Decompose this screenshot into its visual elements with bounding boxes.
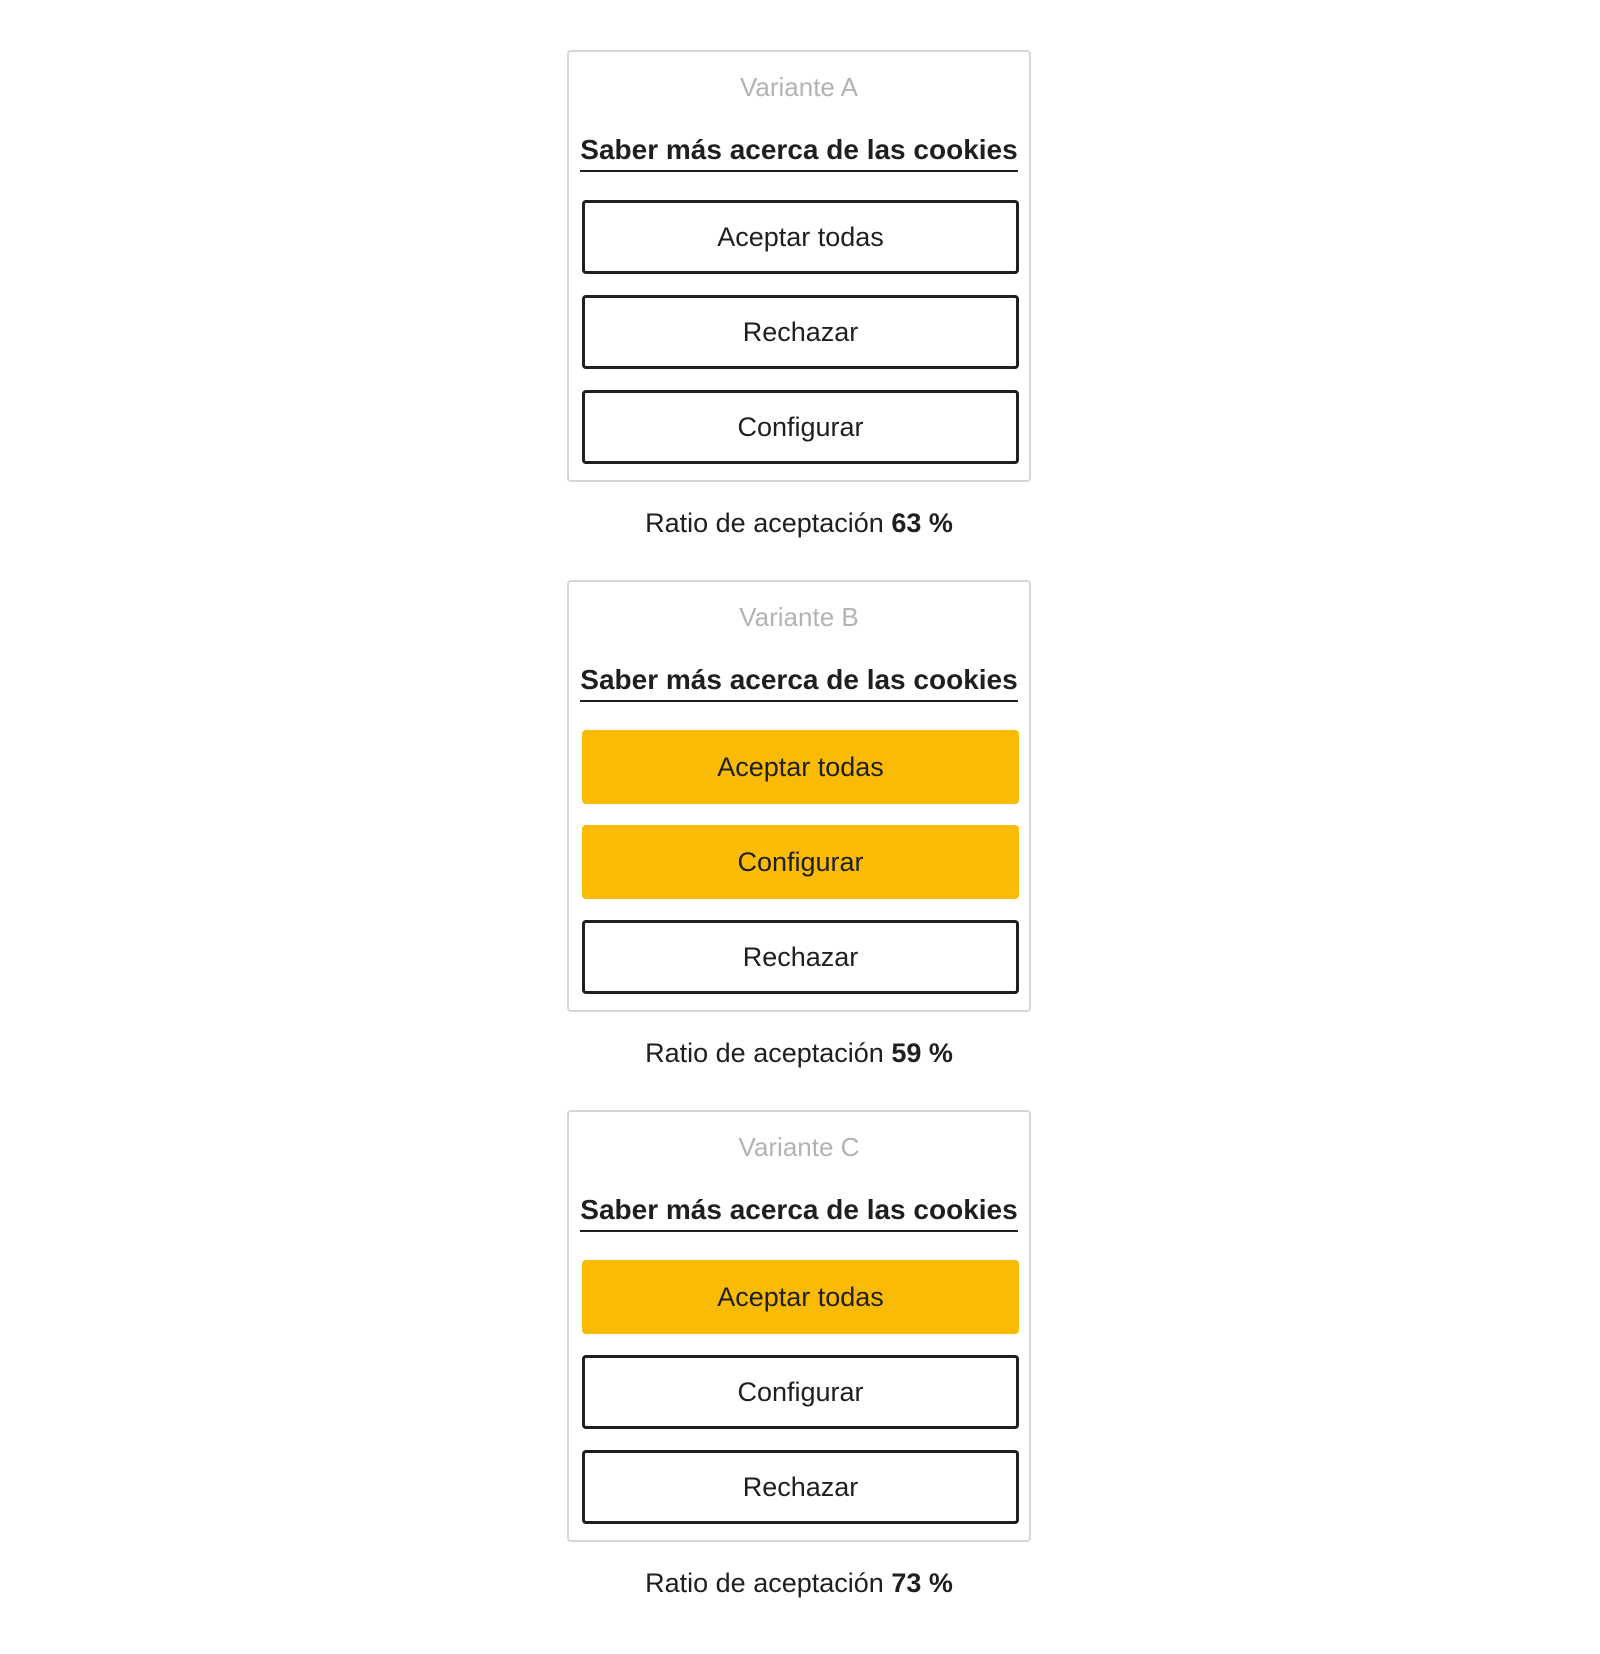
accept-all-button[interactable]: Aceptar todas — [582, 200, 1019, 274]
variant-label: Variante A — [739, 72, 859, 102]
variant-c — [567, 1110, 1031, 1598]
ratio-label: Ratio de aceptación — [645, 1038, 884, 1068]
acceptance-ratio — [567, 1565, 1031, 1601]
reject-button[interactable]: Rechazar — [582, 295, 1019, 369]
configure-button[interactable]: Configurar — [582, 1355, 1019, 1429]
accept-all-button[interactable]: Aceptar todas — [582, 1260, 1019, 1334]
configure-button[interactable]: Configurar — [582, 390, 1019, 464]
ratio-value: 73 % — [891, 1568, 953, 1598]
learn-more-cookies-link[interactable]: Saber más acerca de las cookies — [569, 662, 1029, 702]
cookie-banner-variant-c — [567, 1110, 1031, 1542]
acceptance-ratio — [567, 1035, 1031, 1071]
ratio-label: Ratio de aceptación — [645, 1568, 884, 1598]
reject-button[interactable]: Rechazar — [582, 920, 1019, 994]
configure-button[interactable]: Configurar — [582, 825, 1019, 899]
variant-a — [567, 50, 1031, 538]
cookie-banner-variant-b — [567, 580, 1031, 1012]
reject-button[interactable]: Rechazar — [582, 1450, 1019, 1524]
learn-more-cookies-link[interactable]: Saber más acerca de las cookies — [569, 1192, 1029, 1232]
cookie-banner-variant-a — [567, 50, 1031, 482]
ratio-value: 59 % — [891, 1038, 953, 1068]
acceptance-ratio — [567, 505, 1031, 541]
ratio-label: Ratio de aceptación — [645, 508, 884, 538]
variant-label: Variante C — [738, 1132, 860, 1162]
accept-all-button[interactable]: Aceptar todas — [582, 730, 1019, 804]
variant-b — [567, 580, 1031, 1068]
ratio-value: 63 % — [891, 508, 953, 538]
variant-label: Variante B — [739, 602, 859, 632]
learn-more-cookies-link[interactable]: Saber más acerca de las cookies — [569, 132, 1029, 172]
